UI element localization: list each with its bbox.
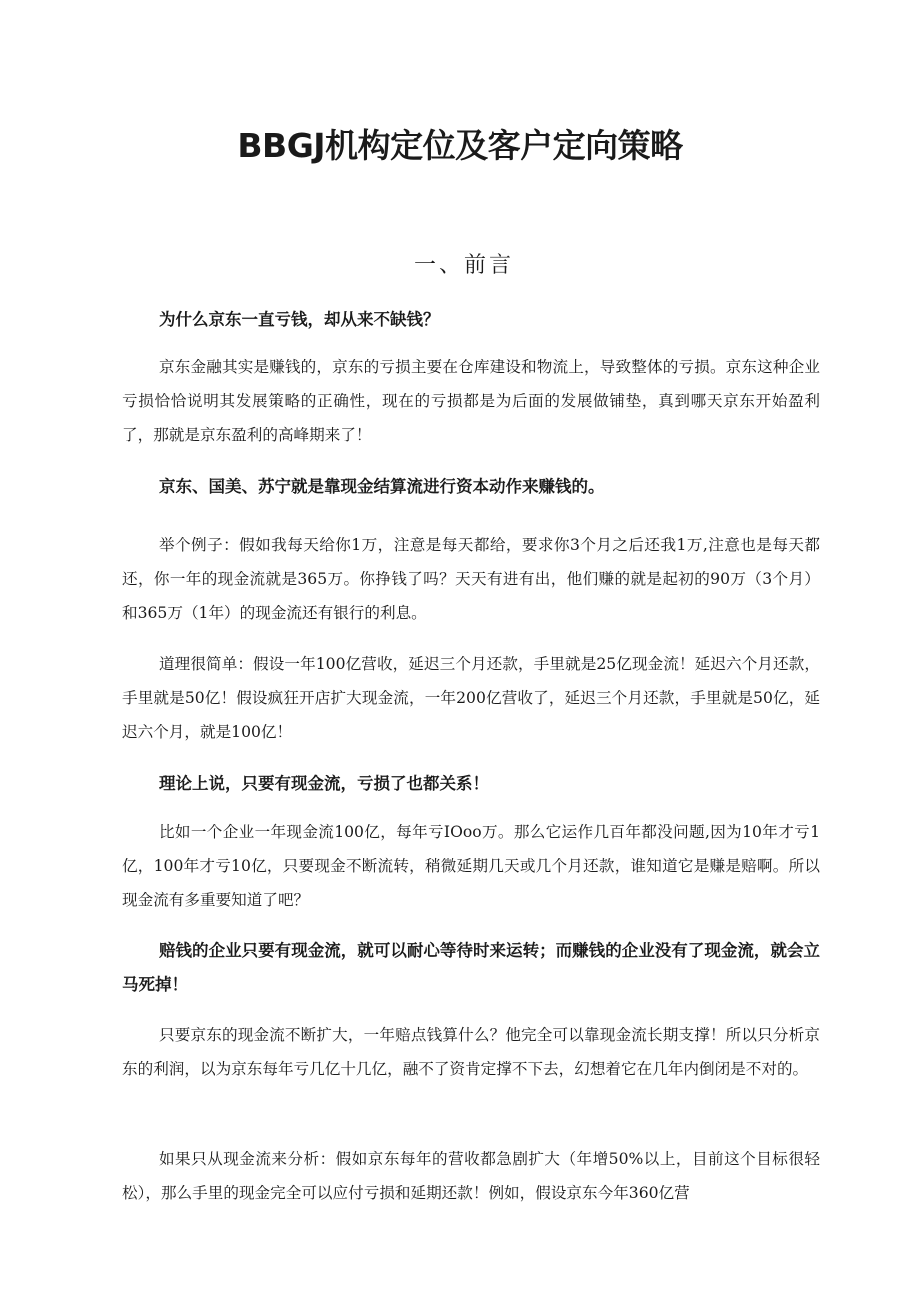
paragraph-jd-finance: 京东金融其实是赚钱的，京东的亏损主要在仓库建设和物流上，导致整体的亏损。京东这种企业亏损恰恰说明其发展策略的正确性，现在的亏损都是为后面的发展做铺垫，真到哪天京东开始盈利了，那就是京东盈利的高峰期来了！ — [122, 358, 820, 444]
paragraph-enterprise-example: 比如一个企业一年现金流100亿，每年亏IOoo万。那么它运作几百年都没问题,因为10年才亏1亿，100年才亏10亿，只要现金不断流转，稍微延期几天或几个月还款，谁知道它是赚是赔啊。所以现金流有多重要知道了吧？ — [122, 823, 820, 909]
paragraph-question: 为什么京东一直亏钱，却从来不缺钱？ — [159, 310, 440, 329]
paragraph-cash-flow-analysis: 如果只从现金流来分析：假如京东每年的营收都急剧扩大（年增50%以上，目前这个目标很轻松），那么手里的现金完全可以应付亏损和延期还款！例如，假设京东今年360亿营 — [122, 1150, 820, 1202]
paragraph-jd-expansion: 只要京东的现金流不断扩大，一年赔点钱算什么？他完全可以靠现金流长期支撑！所以只分析京东的利润，以为京东每年亏几亿十几亿，融不了资肯定撑不下去，幻想着它在几年内倒闭是不对的。 — [122, 1026, 820, 1078]
document-title: BBGJ机构定位及客户定向策略 — [237, 126, 683, 165]
paragraph-losing-vs-earning: 赔钱的企业只要有现金流，就可以耐心等待时来运转；而赚钱的企业没有了现金流，就会立马死掉！ — [122, 941, 820, 994]
paragraph-theory: 理论上说，只要有现金流，亏损了也都关系！ — [159, 774, 489, 793]
section-heading: 一、前言 — [413, 253, 514, 278]
paragraph-cash-flow-thesis: 京东、国美、苏宁就是靠现金结算流进行资本动作来赚钱的。 — [159, 477, 605, 496]
paragraph-reasoning: 道理很简单：假设一年100亿营收，延迟三个月还款，手里就是25亿现金流！延迟六个月还款，手里就是50亿！假设疯狂开店扩大现金流，一年200亿营收了，延迟三个月还款，手里就是50亿，延迟六个月，就是100亿！ — [122, 655, 820, 741]
paragraph-example: 举个例子：假如我每天给你1万，注意是每天都给，要求你3个月之后还我1万,注意也是每天都还，你一年的现金流就是365万。你挣钱了吗？天天有进有出，他们赚的就是起初的90万（3个月）和365万（1年）的现金流还有银行的利息。 — [122, 536, 820, 622]
